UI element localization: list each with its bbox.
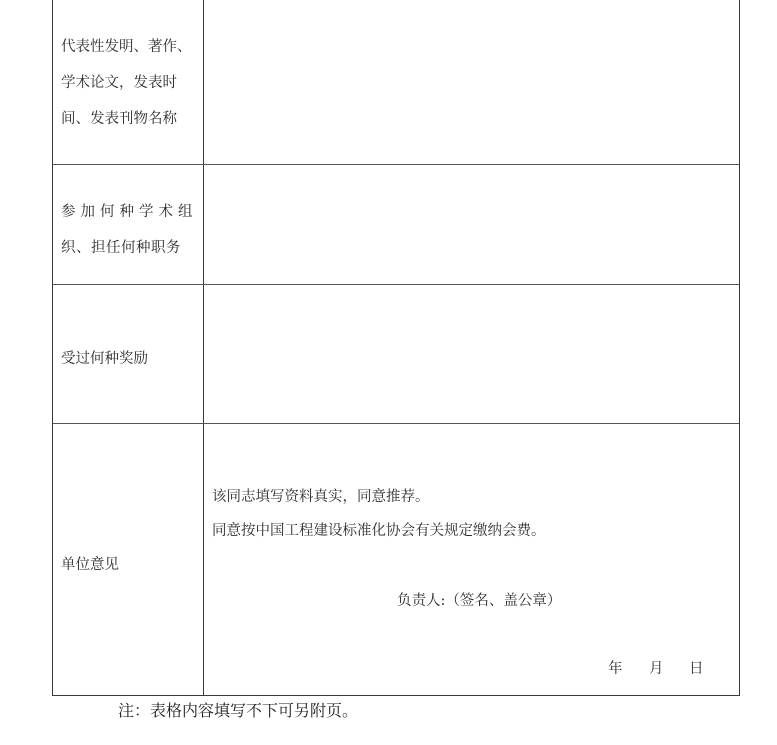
application-form-table bbox=[52, 0, 740, 696]
label-line: 代表性发明、著作、 bbox=[61, 39, 192, 55]
date-month: 月 bbox=[649, 661, 664, 677]
row-separator bbox=[53, 164, 739, 165]
date-year: 年 bbox=[608, 661, 623, 677]
opinion-statement-authentic: 该同志填写资料真实，同意推荐。 bbox=[212, 489, 430, 505]
label-awards bbox=[61, 341, 199, 377]
label-unit-opinion bbox=[61, 547, 199, 583]
label-line: 间、发表刊物名称 bbox=[61, 111, 177, 127]
opinion-statement-fee: 同意按中国工程建设标准化协会有关规定缴纳会费。 bbox=[212, 523, 546, 539]
label-academic-organizations bbox=[61, 194, 199, 266]
label-line: 学术论文，发表时 bbox=[61, 75, 177, 91]
label-line: 织、担任何种职务 bbox=[61, 240, 181, 256]
label-line: 单位意见 bbox=[61, 557, 119, 573]
row-separator bbox=[53, 423, 739, 424]
signer-line: 负责人:（签名、盖公章） bbox=[397, 593, 562, 609]
row-separator bbox=[53, 284, 739, 285]
column-divider bbox=[203, 0, 204, 695]
footnote: 注：表格内容填写不下可另附页。 bbox=[118, 701, 359, 720]
label-representative-works bbox=[61, 29, 199, 137]
label-line: 受过何种奖励 bbox=[61, 351, 148, 367]
date-day: 日 bbox=[689, 661, 704, 677]
label-line: 参加何种学术组 bbox=[61, 204, 198, 220]
